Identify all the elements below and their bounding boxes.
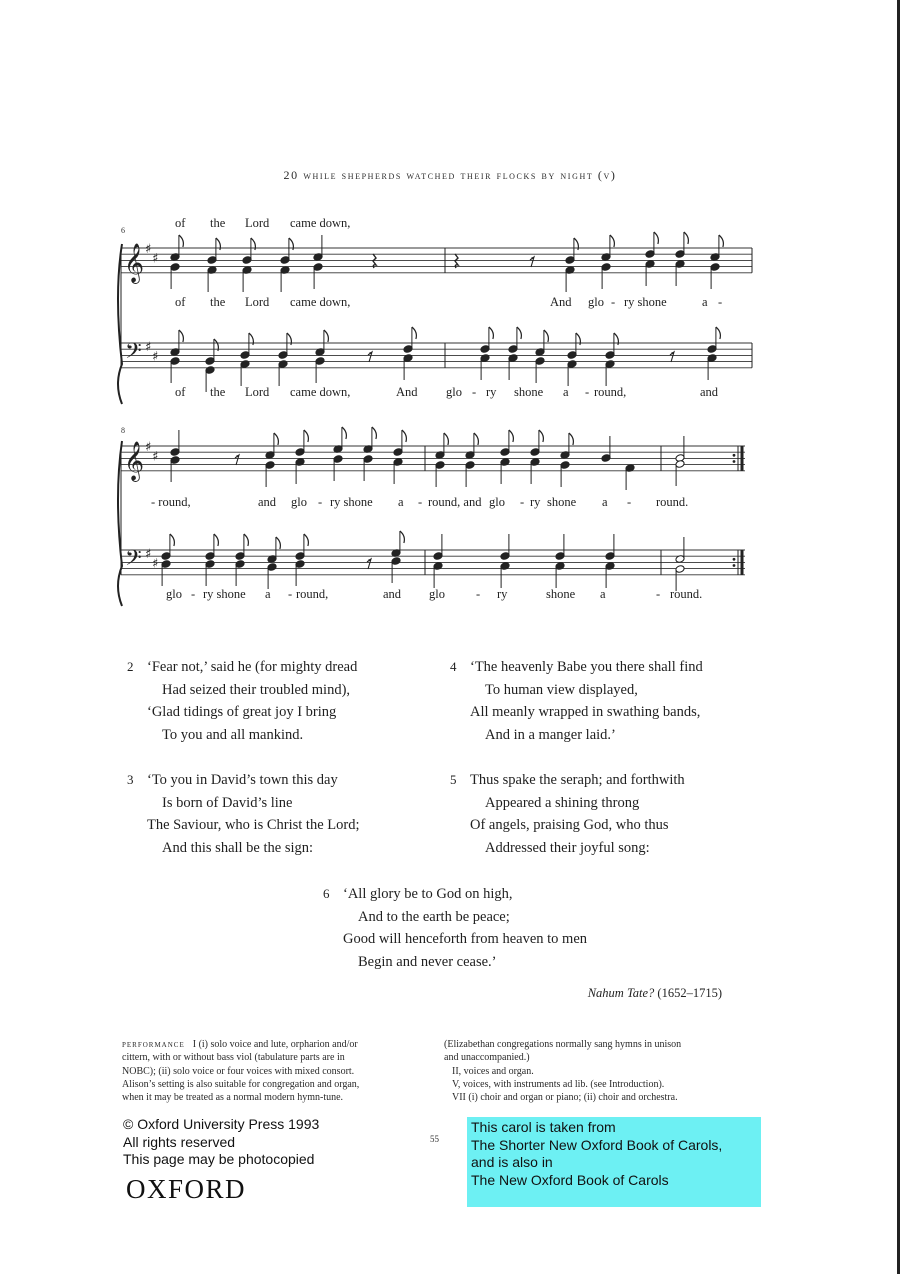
verse-6 bbox=[323, 883, 588, 973]
verse-line: Of angels, praising God, who thus bbox=[470, 817, 669, 833]
lyric-syllable: came down, bbox=[290, 295, 351, 309]
lyric-syllable: - bbox=[656, 587, 661, 601]
lyric-syllable: the bbox=[210, 216, 226, 230]
note-flag bbox=[342, 427, 347, 439]
verse-line: ‘To you in David’s town this day bbox=[147, 772, 338, 788]
repeat-dot bbox=[733, 564, 736, 567]
lyric-syllable: of bbox=[175, 295, 186, 309]
lyric-syllable: Lord bbox=[245, 295, 270, 309]
verse-line: And to the earth be peace; bbox=[358, 908, 510, 925]
lyric-syllable: - bbox=[418, 495, 423, 509]
repeat-dot bbox=[733, 460, 736, 463]
lyric-syllable: - bbox=[627, 495, 632, 509]
sharp-icon: ♯ bbox=[152, 556, 159, 572]
lyric-syllable: of bbox=[175, 216, 186, 230]
text-attribution bbox=[588, 986, 722, 1001]
note-flag bbox=[402, 430, 407, 442]
lyric-syllable: - bbox=[520, 495, 525, 509]
note-flag bbox=[304, 534, 309, 546]
lyric-syllable: - bbox=[476, 587, 481, 601]
note-flag bbox=[372, 427, 377, 439]
performance-line: II, voices and organ. bbox=[452, 1065, 534, 1077]
verse-line: The Saviour, who is Christ the Lord; bbox=[147, 817, 360, 833]
verse-line: And this shall be the sign: bbox=[162, 839, 314, 856]
note-flag bbox=[244, 534, 249, 546]
lyric-syllable: round. bbox=[656, 495, 689, 509]
lyric-syllable: round, and bbox=[428, 495, 482, 509]
lyric-syllable: the bbox=[210, 295, 226, 309]
source-notice bbox=[467, 1117, 761, 1207]
lyric-syllable: a bbox=[602, 495, 608, 509]
note-flag bbox=[719, 235, 724, 247]
lyric-syllable: of bbox=[175, 385, 186, 399]
performance-line: when it may be treated as a normal modern hymn-tune. bbox=[122, 1092, 344, 1104]
sharp-icon: ♯ bbox=[145, 547, 152, 563]
note-flag bbox=[179, 235, 184, 247]
sharp-icon: ♯ bbox=[152, 251, 159, 267]
page-number: 55 bbox=[430, 1134, 439, 1144]
running-head: 20 while shepherds watched their flocks by night (v) bbox=[283, 168, 617, 182]
performance-line: V, voices, with instruments ad lib. (see Introduction). bbox=[452, 1078, 665, 1090]
performance-line: and unaccompanied.) bbox=[444, 1052, 530, 1064]
verse-5 bbox=[450, 769, 685, 859]
lyric-syllable: Lord bbox=[245, 385, 270, 399]
rest-icon: · bbox=[530, 251, 535, 267]
sharp-icon: ♯ bbox=[145, 440, 152, 455]
notice-line: and is also in bbox=[471, 1154, 553, 1170]
note-flag bbox=[412, 327, 417, 339]
lyric-syllable: glo bbox=[291, 495, 307, 509]
note-flag bbox=[400, 531, 405, 543]
verse-line: To you and all mankind. bbox=[162, 726, 304, 743]
lyric-syllable: shone bbox=[514, 385, 544, 399]
verse-line: ‘All glory be to God on high, bbox=[343, 886, 513, 902]
lyric-syllable: a bbox=[600, 587, 606, 601]
performance-label: performance bbox=[122, 1039, 185, 1050]
performance-line: VII (i) choir and organ or piano; (ii) choir and orchestra. bbox=[452, 1092, 678, 1104]
lyric-syllable: and bbox=[700, 385, 719, 399]
note-flag bbox=[474, 433, 479, 445]
lyric-syllable: a bbox=[265, 587, 271, 601]
rest-icon: · bbox=[368, 346, 373, 362]
verse-line: Is born of David’s line bbox=[162, 794, 293, 811]
verse-number: 2 bbox=[127, 659, 134, 674]
lyric-syllable: a bbox=[702, 295, 708, 309]
performance-line: I (i) solo voice and lute, orpharion and/or bbox=[192, 1039, 358, 1050]
note-flag bbox=[539, 430, 544, 442]
lyric-syllable: ry bbox=[486, 385, 497, 399]
lyric-syllable: - bbox=[191, 587, 196, 601]
verse-2 bbox=[127, 656, 358, 746]
verse-line: To human view displayed, bbox=[485, 681, 638, 698]
lyric-syllable: a bbox=[563, 385, 569, 399]
rest-icon bbox=[455, 254, 458, 268]
note-flag bbox=[274, 433, 279, 445]
verse-line: Had seized their troubled mind), bbox=[162, 681, 351, 698]
note-flag bbox=[170, 534, 175, 546]
lyric-syllable: came down, bbox=[290, 385, 351, 399]
lyric-syllable: - bbox=[472, 385, 477, 399]
verse-4 bbox=[450, 656, 703, 746]
sharp-icon: ♯ bbox=[152, 449, 159, 465]
lyric-syllable: - round, bbox=[151, 495, 191, 509]
lyric-syllable: and bbox=[383, 587, 402, 601]
author-name: Nahum Tate? bbox=[587, 986, 655, 1000]
lyric-syllable: round, bbox=[296, 587, 329, 601]
author-dates: (1652–1715) bbox=[657, 986, 722, 1000]
verse-line: Thus spake the seraph; and forthwith bbox=[470, 772, 685, 788]
copyright-line: This page may be photocopied bbox=[123, 1151, 315, 1167]
rest-icon bbox=[373, 254, 376, 268]
performance-line: cittern, with or without bass viol (tabulature parts are in bbox=[122, 1052, 345, 1064]
lyric-syllable: glo bbox=[489, 495, 505, 509]
note-flag bbox=[509, 430, 514, 442]
bass-clef-icon: 𝄢 bbox=[125, 546, 142, 576]
lyric-syllable: ry shone bbox=[330, 495, 373, 509]
copyright-line: All rights reserved bbox=[123, 1133, 236, 1150]
copyright-line: © Oxford University Press 1993 bbox=[123, 1116, 320, 1132]
lyric-syllable: shone bbox=[547, 495, 577, 509]
verse-line: And in a manger laid.’ bbox=[485, 726, 616, 743]
note-flag bbox=[444, 433, 449, 445]
lyric-syllable: - bbox=[718, 295, 723, 309]
lyric-syllable: round, bbox=[594, 385, 627, 399]
notice-line: The New Oxford Book of Carols bbox=[471, 1171, 669, 1188]
note-flag bbox=[214, 534, 219, 546]
verse-line: Addressed their joyful song: bbox=[485, 839, 650, 856]
notice-line: The Shorter New Oxford Book of Carols, bbox=[471, 1136, 723, 1153]
lyric-syllable: glo bbox=[446, 385, 462, 399]
lyric-syllable: a bbox=[398, 495, 404, 509]
note-flag bbox=[569, 433, 574, 445]
note-flag bbox=[276, 537, 281, 549]
oxford-logo: OXFORD bbox=[126, 1174, 247, 1204]
sharp-icon: ♯ bbox=[152, 349, 159, 365]
lyric-syllable: shone bbox=[546, 587, 576, 601]
note-flag bbox=[179, 330, 184, 342]
rest-icon: · bbox=[235, 449, 240, 465]
rest-icon: · bbox=[367, 553, 372, 569]
note-flag bbox=[716, 327, 721, 339]
lyric-syllable: glo bbox=[166, 587, 182, 601]
lyric-syllable: - bbox=[288, 587, 293, 601]
sharp-icon: ♯ bbox=[145, 340, 152, 356]
measure-number-8: 8 bbox=[121, 426, 125, 435]
note-flag bbox=[654, 232, 659, 244]
verse-number: 5 bbox=[450, 772, 457, 787]
lyric-syllable: Lord bbox=[245, 216, 270, 230]
lyric-syllable: ry shone bbox=[203, 587, 246, 601]
note-flag bbox=[517, 327, 522, 339]
lyric-syllable: ry shone bbox=[624, 295, 667, 309]
lyric-syllable: glo bbox=[429, 587, 445, 601]
verse-line: ‘Fear not,’ said he (for mighty dread bbox=[147, 659, 358, 675]
rest-icon: · bbox=[670, 346, 675, 362]
note-flag bbox=[610, 235, 615, 247]
lyric-syllable: And bbox=[550, 295, 572, 309]
lyric-syllable: ry bbox=[497, 587, 508, 601]
verse-line: Good will henceforth from heaven to men bbox=[343, 931, 588, 947]
performance-notes-left bbox=[122, 1038, 428, 1104]
repeat-dot bbox=[733, 454, 736, 457]
lyric-syllable: round. bbox=[670, 587, 703, 601]
performance-line: NOBC); (ii) solo voice or four voices with mixed consort. bbox=[122, 1065, 355, 1077]
note-flag bbox=[304, 430, 309, 442]
note-flag bbox=[684, 232, 689, 244]
performance-notes-right bbox=[444, 1038, 750, 1104]
verse-number: 3 bbox=[127, 772, 134, 787]
lyric-syllable: And bbox=[396, 385, 418, 399]
bass-clef-icon: 𝄢 bbox=[125, 339, 142, 369]
verse-line: Begin and never cease.’ bbox=[358, 953, 497, 970]
lyric-syllable: ry bbox=[530, 495, 541, 509]
lyric-syllable: - bbox=[611, 295, 616, 309]
lyric-syllable: - bbox=[585, 385, 590, 399]
verse-line: Appeared a shining throng bbox=[485, 794, 640, 811]
verse-3 bbox=[127, 769, 360, 859]
repeat-dot bbox=[733, 558, 736, 561]
note-flag bbox=[489, 327, 494, 339]
verse-line: ‘Glad tidings of great joy I bring bbox=[147, 704, 337, 720]
performance-line: Alison’s setting is also suitable for congregation and organ, bbox=[122, 1078, 360, 1090]
verse-number: 4 bbox=[450, 659, 457, 674]
verse-line: ‘The heavenly Babe you there shall find bbox=[470, 659, 703, 675]
note-flag bbox=[544, 330, 549, 342]
lyric-syllable: - bbox=[318, 495, 323, 509]
notice-line: This carol is taken from bbox=[471, 1119, 616, 1135]
verse-line: All meanly wrapped in swathing bands, bbox=[470, 704, 701, 720]
lyric-syllable: the bbox=[210, 385, 226, 399]
verse-number: 6 bbox=[323, 886, 330, 901]
lyric-syllable: came down, bbox=[290, 216, 351, 230]
treble-clef-icon: 𝄞 bbox=[124, 243, 145, 283]
treble-clef-icon: 𝄞 bbox=[124, 441, 145, 481]
performance-line: (Elizabethan congregations normally sang hymns in unison bbox=[444, 1039, 682, 1050]
copyright-block bbox=[123, 1116, 319, 1169]
lyric-syllable: glo bbox=[588, 295, 604, 309]
note-flag bbox=[324, 330, 329, 342]
lyric-syllable: and bbox=[258, 495, 277, 509]
measure-number-6: 6 bbox=[121, 226, 125, 235]
sharp-icon: ♯ bbox=[145, 242, 152, 257]
